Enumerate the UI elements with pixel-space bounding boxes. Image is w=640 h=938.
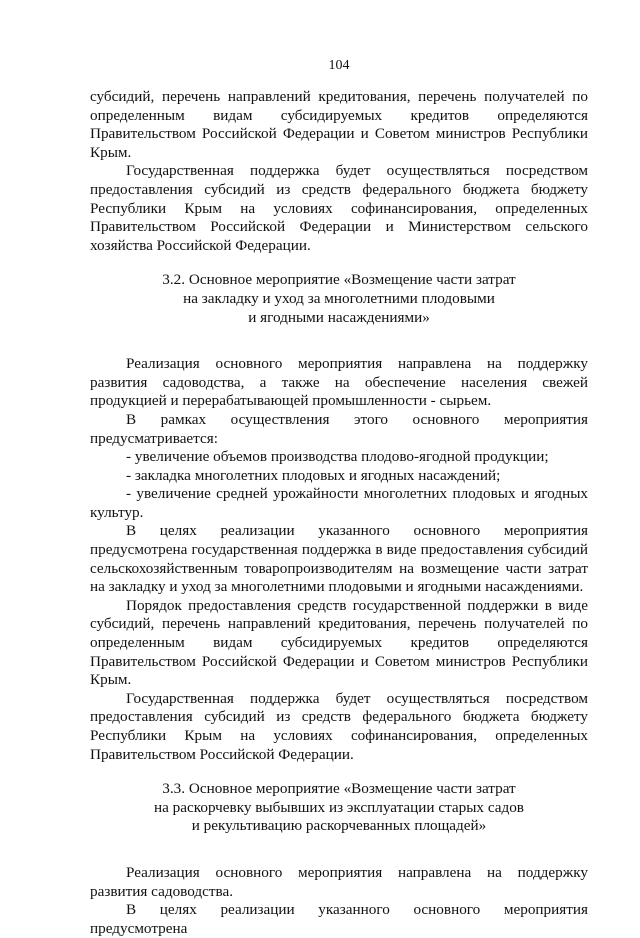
paragraph: В целях реализации указанного основного мероприятия предусмотрена <box>90 901 588 937</box>
section-heading-line: на закладку и уход за многолетними плодовыми <box>183 289 495 307</box>
section-heading-line: и ягодными насаждениями» <box>248 308 430 326</box>
paragraph: Реализация основного мероприятия направлена на поддержку развития садоводства. <box>90 863 588 900</box>
paragraph: Государственная поддержка будет осуществляться посредством предоставления субсидий из средств федерального бюджета бюджету Республики Крым на условиях софинансирования, определенных Правительством Российской Федерации и Министерством сельского хозяйства Российской Федерации. <box>90 162 588 254</box>
paragraph: Реализация основного мероприятия направлена на поддержку развития садоводства, а также на обеспечение населения свежей продукцией и перерабатывающей промышленности - сырьем. <box>90 355 588 410</box>
paragraph: - увеличение объемов производства плодово-ягодной продукции; <box>126 448 549 466</box>
paragraph: Государственная поддержка будет осуществляться посредством предоставления субсидий из средств федерального бюджета бюджету Республики Крым на условиях софинансирования, определенных Правительством Российской Федерации. <box>90 689 588 763</box>
paragraph: - увеличение средней урожайности многолетних плодовых и ягодных культур. <box>90 485 588 521</box>
section-heading-line: на раскорчевку выбывших из эксплуатации старых садов <box>154 798 524 816</box>
section-heading-line: 3.2. Основное мероприятие «Возмещение части затрат <box>162 271 516 289</box>
document-body <box>90 88 588 938</box>
section-heading <box>90 271 588 327</box>
paragraph: - закладка многолетних плодовых и ягодных насаждений; <box>126 466 501 484</box>
page-number: 104 <box>328 58 350 73</box>
section-heading-line: 3.3. Основное мероприятие «Возмещение части затрат <box>162 780 516 798</box>
paragraph: субсидий, перечень направлений кредитования, перечень получателей по определенным видам субсидируемых кредитов определяются Правительством Российской Федерации и Советом министров Республики Крым. <box>90 88 588 161</box>
section-heading-line: и рекультивацию раскорчеванных площадей» <box>191 817 487 835</box>
paragraph: Порядок предоставления средств государственной поддержки в виде субсидий, перечень направлений кредитования, перечень получателей по определенным видам субсидируемых кредитов определяются Правительством Российской Федерации и Советом министров Республики Крым. <box>90 596 588 689</box>
paragraph: В рамках осуществления этого основного мероприятия предусматривается: <box>90 410 588 447</box>
paragraph: В целях реализации указанного основного мероприятия предусмотрена государственная поддержка в виде предоставления субсидий сельскохозяйственным товаропроизводителям на возмещение части затрат на закладку и уход за многолетними плодовыми и ягодными насаждениями. <box>90 522 588 596</box>
section-heading <box>90 780 588 836</box>
